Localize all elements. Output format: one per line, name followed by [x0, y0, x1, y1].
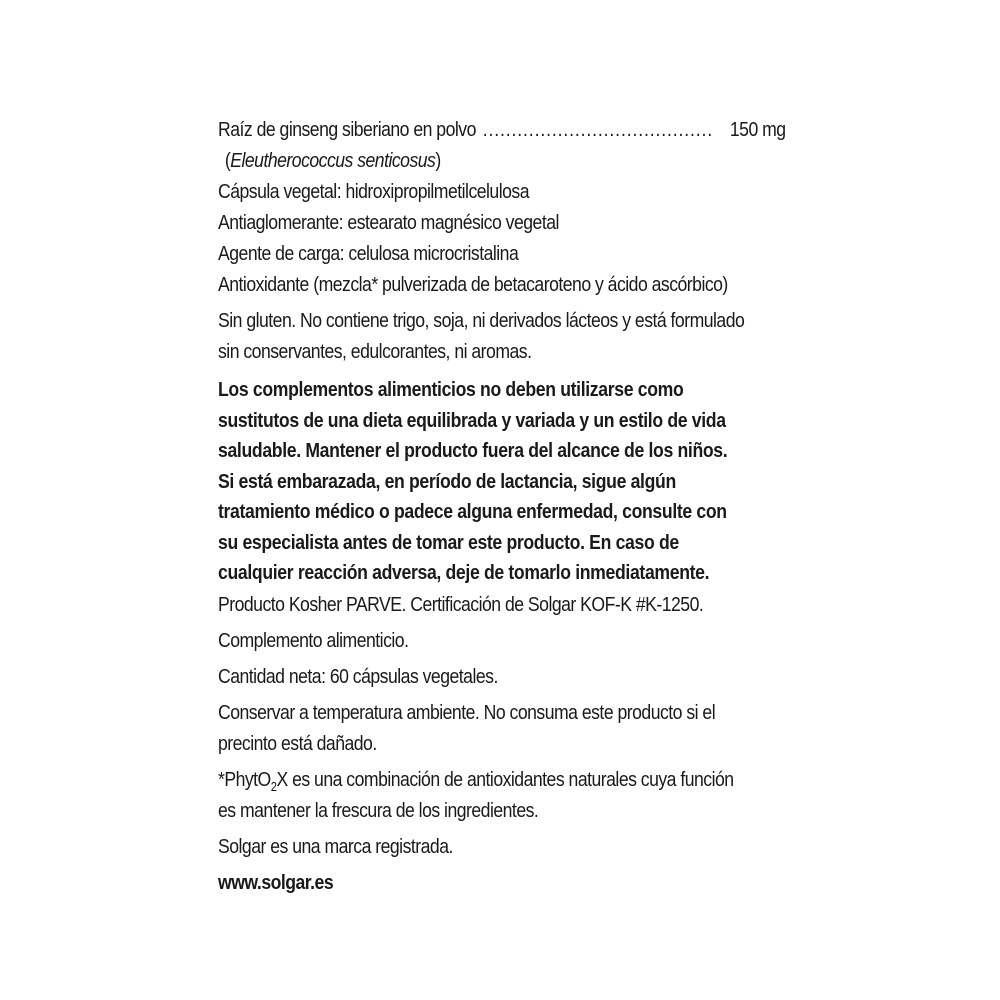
ingredient-ginseng-row	[218, 114, 786, 145]
warning-line: tratamiento médico o padece alguna enfermedad, consulte con	[218, 500, 727, 523]
gluten-notice-line: sin conservantes, edulcorantes, ni aromas.	[218, 340, 532, 363]
latin-species: Eleutherococcus senticosus	[230, 149, 436, 172]
net-quantity: Cantidad neta: 60 cápsulas vegetales.	[218, 664, 498, 688]
product-label-text	[218, 114, 788, 898]
storage-line: Conservar a temperatura ambiente. No consuma este producto si el	[218, 700, 716, 724]
footnote-line: es mantener la frescura de los ingredientes.	[218, 798, 539, 822]
footnote-line: *PhytO$_2$X es una combinación de antioxidantes naturales cuya función	[218, 767, 734, 794]
ingredient-line: Cápsula vegetal: hidroxipropilmetilcelulosa	[218, 180, 530, 203]
warning-line: sustitutos de una dieta equilibrada y variada y un estilo de vida	[218, 408, 726, 432]
ingredient-line: Antioxidante (mezcla* pulverizada de betacaroteno y ácido ascórbico)	[218, 273, 728, 296]
warning-line: cualquier reacción adversa, deje de tomarlo inmediatamente.	[218, 561, 710, 584]
warning-line: Si está embarazada, en período de lactancia, sigue algún	[218, 469, 676, 493]
kosher-certification: Producto Kosher PARVE. Certificación de Solgar KOF-K #K-1250.	[218, 592, 704, 616]
website-link[interactable]: www.solgar.es	[218, 870, 334, 894]
ingredient-line: Antiaglomerante: estearato magnésico vegetal	[218, 211, 559, 234]
warning-line: saludable. Mantener el producto fuera del alcance de los niños.	[218, 439, 728, 462]
storage-line: precinto está dañado.	[218, 731, 377, 755]
ingredient-name: Raíz de ginseng siberiano en polvo	[218, 118, 476, 141]
ingredient-latin-name: (Eleutherococcus senticosus)	[224, 149, 441, 172]
warning-block	[218, 375, 788, 589]
supplement-notice: Complemento alimenticio.	[218, 628, 409, 652]
ingredient-line: Agente de carga: celulosa microcristalina	[218, 242, 519, 265]
warning-line: Los complementos alimenticios no deben utilizarse como	[218, 378, 684, 401]
gluten-notice-line: Sin gluten. No contiene trigo, soja, ni derivados lácteos y está formulado	[218, 309, 745, 332]
warning-line: su especialista antes de tomar este producto. En caso de	[218, 530, 679, 554]
ingredient-leader-dots: ........................................	[482, 118, 714, 141]
ingredient-amount: 150 mg	[729, 118, 786, 141]
trademark-notice: Solgar es una marca registrada.	[218, 834, 453, 858]
